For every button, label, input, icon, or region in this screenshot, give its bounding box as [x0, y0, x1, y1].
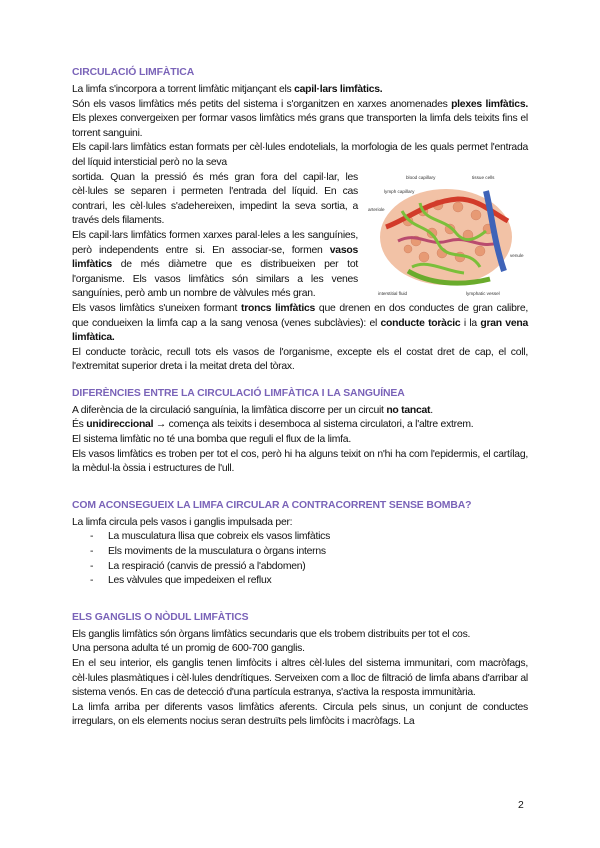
page-number: 2: [518, 800, 524, 811]
paragraph: És unidireccional → comença als teixits i desemboca al sistema circulatori, a l'altre extrem.: [72, 419, 474, 431]
paragraph: Els capil·lars limfàtics estan formats per cèl·lules endotelials, la morfologia de les quals permet l'entrada del líquid intersticial però no la seva: [72, 142, 528, 168]
paragraph: El sistema limfàtic no té una bomba que reguli el flux de la limfa.: [72, 434, 351, 446]
paragraph: Una persona adulta té un promig de 600-700 ganglis.: [72, 643, 305, 655]
figure-wrap: [72, 171, 528, 302]
paragraph: Els ganglis limfàtics són òrgans limfàtics secundaris que els trobem distribuits per tot el cos.: [72, 628, 471, 640]
lymph-capillary-illustration: [368, 171, 528, 297]
paragraph: Són els vasos limfàtics més petits del sistema i s'organitzen en xarxes anomenades plexes limfàtics. Els plexes convergeixen per formar vasos limfàtics més grans que transporten la limfa dels teixits fins el torrent sanguini.: [72, 98, 528, 139]
paragraph: sortida. Quan la pressió és més gran fora del capil·lar, les cèl·lules se separen i permeten l'entrada del líquid. En cas contrari, les cèl·lules s'adehereixen, impedint la seva sortia, a través dels filaments.: [72, 171, 358, 227]
label-venule: venule: [510, 252, 524, 258]
list-item: - La respiració (canvis de pressió a l'abdomen): [90, 560, 528, 575]
paragraph: A diferència de la circulació sanguínia, la limfàtica discorre per un circuit no tancat.: [72, 404, 433, 416]
label-tissue-cells: tissue cells: [472, 174, 495, 180]
list-item: - Els moviments de la musculatura o òrgans interns: [90, 545, 528, 560]
section-title-lymph-nodes: ELS GANGLIS O NÒDUL LIMFÀTICS: [72, 611, 249, 623]
list-item: - La musculatura llisa que cobreix els vasos limfàtics: [90, 530, 528, 545]
paragraph: Els capil·lars limfàtics formen xarxes paral·leles a les sanguínies, però independents entre si. En associar-se, formen vasos limfàtics de més diàmetre que es distribueixen per tot l'organisme. Els vasos limfàtics són similars a les venes sanguínies, però amb un nombre de vàlvules més gran.: [72, 229, 358, 300]
section-title-differences: DIFERÈNCIES ENTRE LA CIRCULACIÓ LIMFÀTICA I LA SANGUÍNEA: [72, 387, 405, 399]
lymph-capillary-figure: [368, 171, 528, 297]
paragraph: Els vasos limfàtics es troben per tot el cos, però hi ha alguns teixit on n'hi ha com l'epidermis, el cartílag, la mèdul·la òssia i estructures de l'ull.: [72, 448, 528, 475]
label-blood-capillary: blood capillary: [406, 174, 436, 180]
paragraph: El conducte toràcic, recull tots els vasos de l'organisme, excepte els el costat dret de cap, el coll, l'extremitat superior dreta i la meitat dreta del tòrax.: [72, 346, 528, 373]
label-interstitial-fluid: interstitial fluid: [378, 290, 408, 296]
paragraph: La limfa circula pels vasos i ganglis impulsada per:: [72, 516, 293, 528]
paragraph: La limfa s'incorpora a torrent limfàtic mitjançant els capil·lars limfàtics.: [72, 84, 383, 95]
paragraph: La limfa arriba per diferents vasos limfàtics aferents. Circula pels sinus, un conjunt de conductes irregulars, on els elements nocius seran destruïts pels limfòcits i macròfags. La: [72, 701, 528, 728]
section-title-lymph-flow: COM ACONSEGUEIX LA LIMFA CIRCULAR A CONTRACORRENT SENSE BOMBA?: [72, 499, 472, 511]
page-content: [72, 66, 528, 730]
list-item: - Les vàlvules que impedeixen el reflux: [90, 574, 528, 589]
paragraph: Els vasos limfàtics s'uneixen formant troncs limfàtics que drenen en dos conductes de gran calibre, que condueixen la limfa cap a la sang venosa (venes subclàvies): el conducte toràcic i la gran vena limfàtica.: [72, 302, 528, 344]
drivers-list: [72, 530, 528, 588]
section-title-lymphatic-circulation: CIRCULACIÓ LIMFÀTICA: [72, 67, 195, 78]
label-arteriole: arteriole: [368, 206, 385, 212]
label-lymph-capillary: lymph capillary: [384, 188, 415, 194]
paragraph: En el seu interior, els ganglis tenen limfòcits i altres cèl·lules del sistema immunitari, com macròfags, cèl·lules plasmàtiques i cèl·lules dendrítiques. Serveixen com a lloc de filtració de limfa abans d'arribar al sistema venós. En cas de detecció d'una partícula estranya, s'activa la resposta immunitària.: [72, 658, 528, 699]
label-lymphatic-vessel: lymphatic vessel: [466, 290, 500, 296]
